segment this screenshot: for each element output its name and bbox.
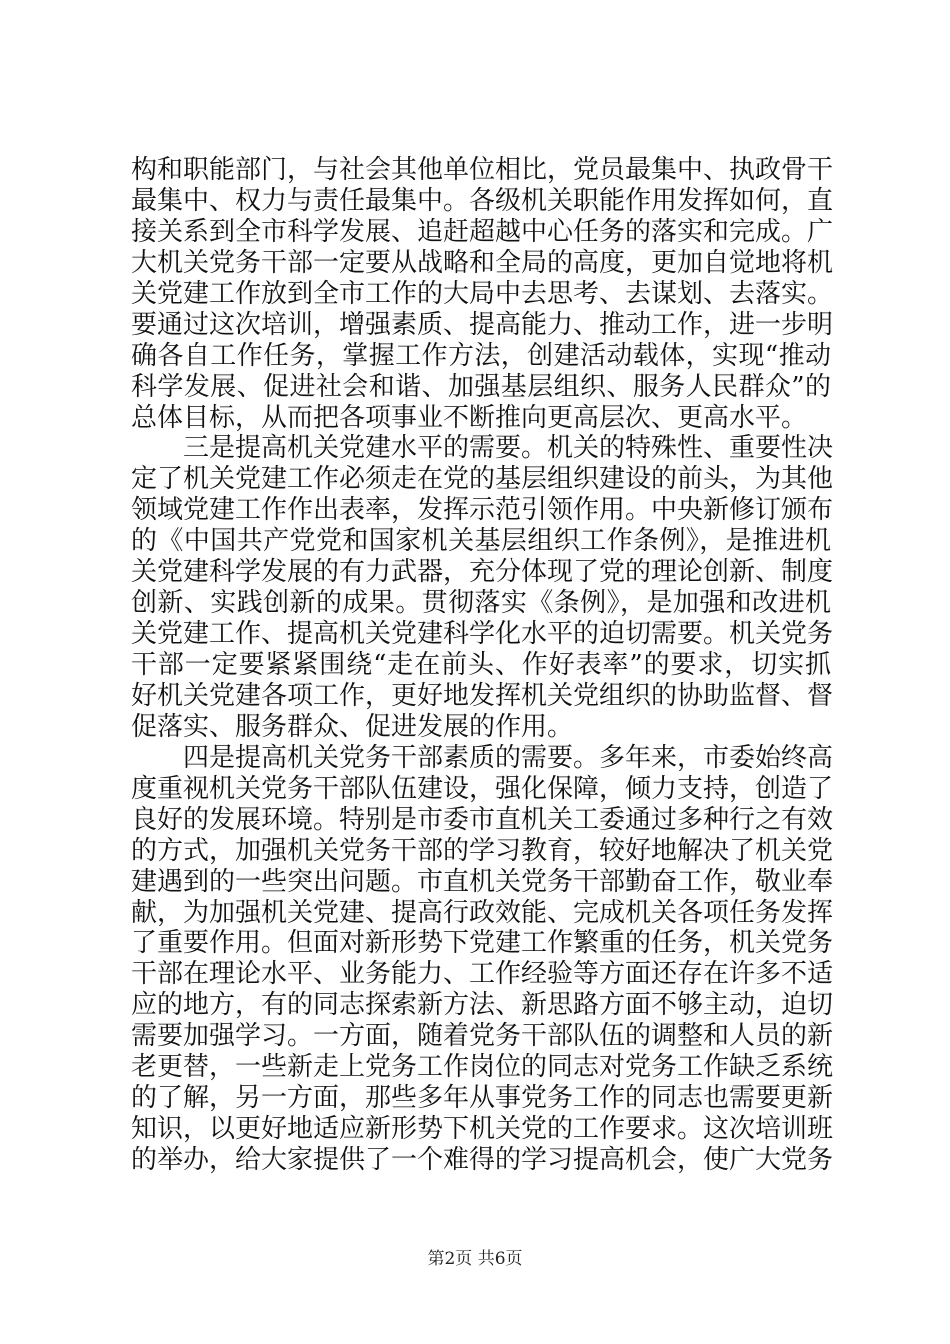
text-line: 关党建科学发展的有力武器，充分体现了党的理论创新、制度 <box>131 557 834 588</box>
text-line: 干部一定要紧紧围绕“走在前头、作好表率”的要求，切实抓 <box>131 650 831 680</box>
text-line: 老更替，一些新走上党务工作岗位的同志对党务工作缺乏系统 <box>131 1052 834 1083</box>
text-line: 的举办，给大家提供了一个难得的学习提高机会，使广大党务 <box>131 1145 834 1175</box>
text-line: 总体目标，从而把各项事业不断推向更高层次、更高水平。 <box>131 402 808 433</box>
text-line: 促落实、服务群众、促进发展的作用。 <box>131 711 574 742</box>
text-line: 需要加强学习。一方面，随着党务干部队伍的调整和人员的新 <box>131 1021 834 1052</box>
text-line: 定了机关党建工作必须走在党的基层组织建设的前头，为其他 <box>131 464 834 495</box>
text-line: 的了解，另一方面，那些多年从事党务工作的同志也需要更新 <box>131 1083 834 1114</box>
text-line: 献，为加强机关党建、提高行政效能、完成机关各项任务发挥 <box>131 897 834 928</box>
text-line: 的《中国共产党党和国家机关基层组织工作条例》，是推进机 <box>131 526 831 557</box>
text-line: 度重视机关党务干部队伍建设，强化保障，倾力支持，创造了 <box>131 773 834 804</box>
text-line: 科学发展、促进社会和谐、加强基层组织、服务人民群众”的 <box>131 371 831 402</box>
text-line: 大机关党务干部一定要从战略和全局的高度，更加自觉地将机 <box>131 247 834 278</box>
document-body <box>131 155 834 1176</box>
text-line: 四是提高机关党务干部素质的需要。多年来，市委始终高 <box>131 742 834 773</box>
text-line: 接关系到全市科学发展、追赶超越中心任务的落实和完成。广 <box>131 216 834 247</box>
text-line: 创新、实践创新的成果。贯彻落实《条例》，是加强和改进机 <box>131 588 831 619</box>
text-line: 关党建工作放到全市工作的大局中去思考、去谋划、去落实。 <box>131 278 834 309</box>
text-line: 良好的发展环境。特别是市委市直机关工委通过多种行之有效 <box>131 804 834 835</box>
text-line: 的方式，加强机关党务干部的学习教育，较好地解决了机关党 <box>131 835 834 866</box>
text-line: 最集中、权力与责任最集中。各级机关职能作用发挥如何，直 <box>131 185 834 216</box>
text-line: 构和职能部门，与社会其他单位相比，党员最集中、执政骨干 <box>131 155 834 185</box>
text-line: 了重要作用。但面对新形势下党建工作繁重的任务，机关党务 <box>131 928 834 959</box>
text-line: 好机关党建各项工作，更好地发挥机关党组织的协助监督、督 <box>131 680 834 711</box>
text-line: 要通过这次培训，增强素质、提高能力、推动工作，进一步明 <box>131 309 834 340</box>
text-line: 建遇到的一些突出问题。市直机关党务干部勤奋工作，敬业奉 <box>131 866 834 897</box>
text-line: 应的地方，有的同志探索新方法、新思路方面不够主动，迫切 <box>131 990 834 1021</box>
text-line: 关党建工作、提高机关党建科学化水平的迫切需要。机关党务 <box>131 619 834 650</box>
text-line: 干部在理论水平、业务能力、工作经验等方面还存在许多不适 <box>131 959 834 990</box>
page-footer: 第2页 共6页 <box>427 1249 523 1269</box>
text-line: 知识，以更好地适应新形势下机关党的工作要求。这次培训班 <box>131 1114 834 1145</box>
text-line: 三是提高机关党建水平的需要。机关的特殊性、重要性决 <box>131 433 834 464</box>
text-line: 领域党建工作作出表率，发挥示范引领作用。中央新修订颁布 <box>131 495 834 526</box>
text-line: 确各自工作任务，掌握工作方法，创建活动载体，实现“推动 <box>131 340 831 371</box>
